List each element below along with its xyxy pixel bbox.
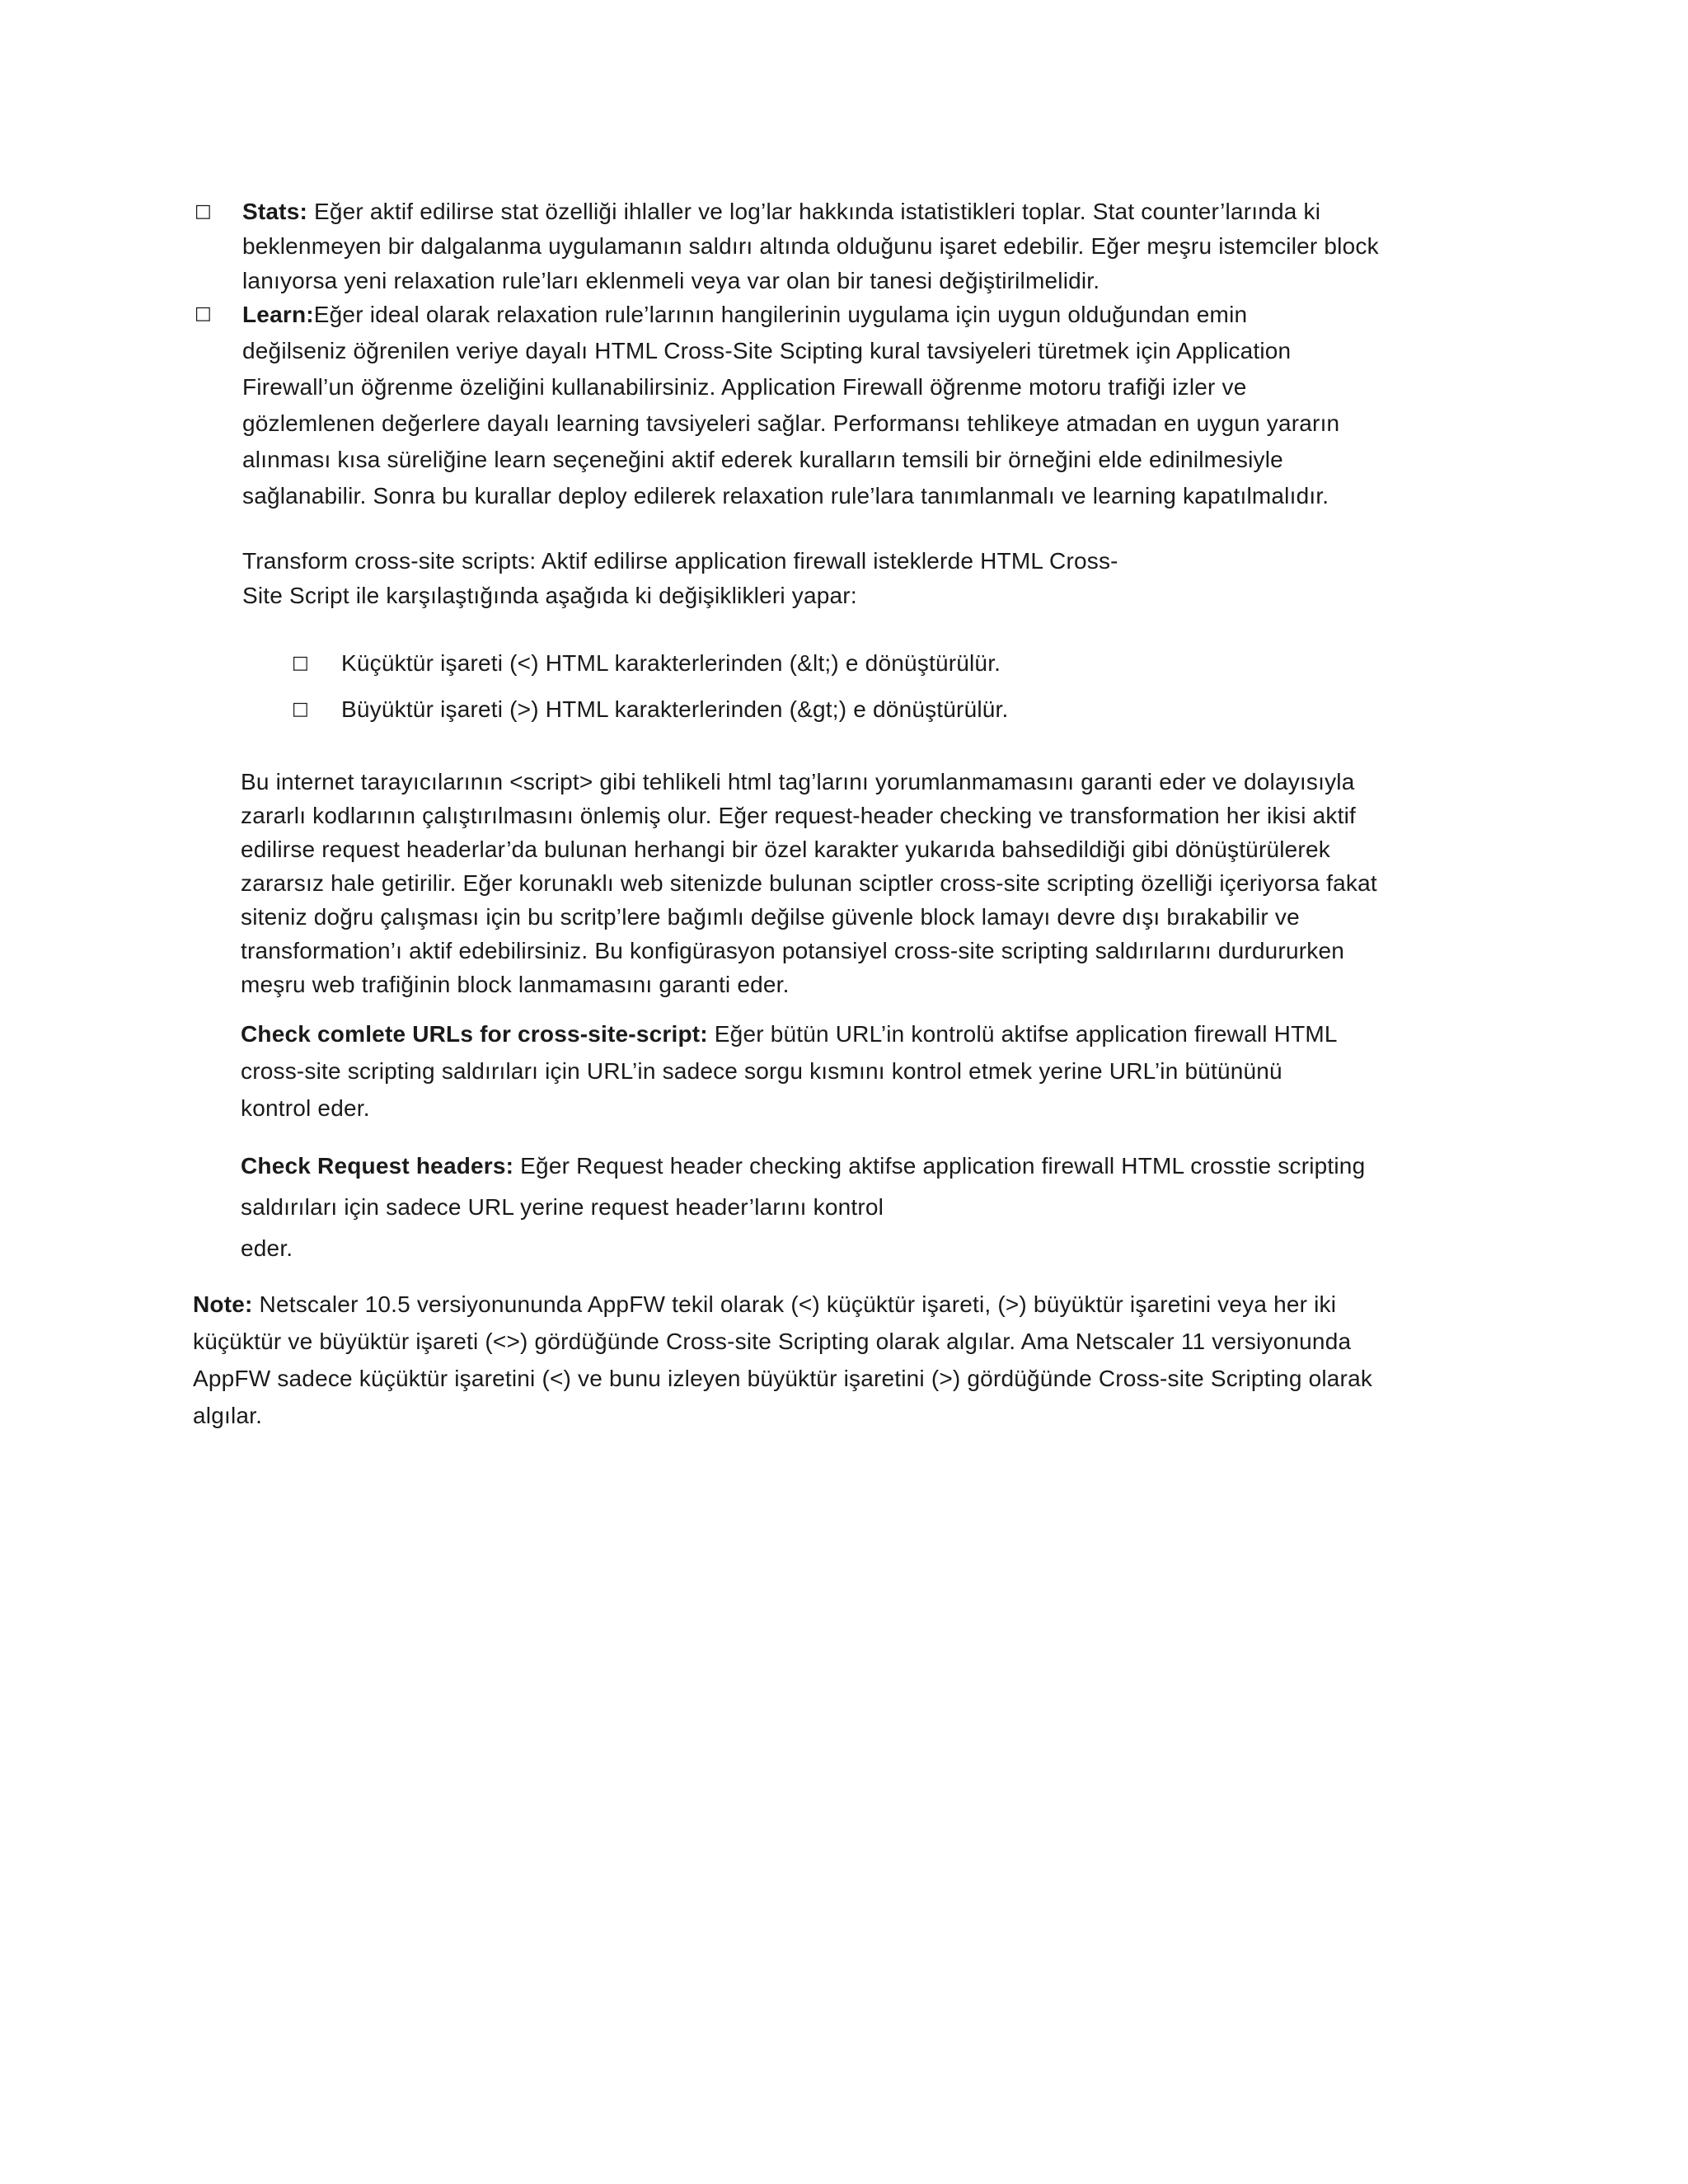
explanation-text-line: edilirse request headerlar’da bulunan herhangi bir özel karakter yukarıda bahsedildiği gibi dönüştürülerek (241, 837, 1330, 862)
learn-text-line: Eğer ideal olarak relaxation rule’larının hangilerinin uygulama için uygun olduğundan emin (313, 302, 1248, 327)
explanation-paragraph (241, 765, 1493, 1001)
bullet-icon: □ (292, 653, 309, 673)
check-headers-label: Check Request headers: (241, 1153, 514, 1179)
stats-text-line: lanıyorsa yeni relaxation rule’ları eklenmeli veya var olan bir tanesi değiştirilmelidir. (242, 268, 1100, 293)
note-text-line: Netscaler 10.5 versiyonununda AppFW tekil olarak (<) küçüktür işareti, (>) büyüktür işaretini veya her iki (252, 1291, 1337, 1317)
sub-bullet-item (341, 646, 1495, 681)
bullet-icon: □ (195, 303, 212, 324)
note-label: Note: (193, 1291, 253, 1317)
check-headers-text-line: saldırıları için sadece URL yerine request header’larını kontrol (241, 1194, 884, 1220)
sub-bullet-text: Büyüktür işareti (>) HTML karakterlerinden (&gt;) e dönüştürülür. (341, 696, 1009, 722)
bullet-icon: □ (195, 201, 212, 222)
check-headers-text-line: Eğer Request header checking aktifse application firewall HTML crosstie scripting (513, 1153, 1366, 1179)
learn-label: Learn: (242, 302, 314, 327)
explanation-text-line: meşru web trafiğinin block lanmamasını garanti eder. (241, 972, 790, 997)
check-urls-paragraph (241, 1015, 1493, 1127)
note-paragraph (193, 1286, 1495, 1434)
sub-bullet-text: Küçüktür işareti (<) HTML karakterlerinden (&lt;) e dönüştürülür. (341, 650, 1001, 676)
learn-text-line: sağlanabilir. Sonra bu kurallar deploy edilerek relaxation rule’lara tanımlanmalı ve learning kapatılmalıdır. (242, 483, 1329, 509)
learn-paragraph (242, 297, 1495, 514)
learn-text-line: değilseniz öğrenilen veriye dayalı HTML Cross-Site Scipting kural tavsiyeleri türetmek için Application (242, 338, 1292, 363)
note-text-line: algılar. (193, 1403, 263, 1428)
stats-text-line: beklenmeyen bir dalgalanma uygulamanın saldırı altında olduğunu işaret edebilir. Eğer meşru istemciler block (242, 233, 1379, 259)
bullet-icon: □ (292, 699, 309, 719)
note-text-line: küçüktür ve büyüktür işareti (<>) gördüğünde Cross-site Scripting olarak algılar. Ama Netscaler 11 versiyonunda (193, 1329, 1352, 1354)
stats-label: Stats: (242, 199, 307, 224)
note-text-line: AppFW sadece küçüktür işaretini (<) ve bunu izleyen büyüktür işaretini (>) gördüğünde Cross-site Scripting olarak (193, 1366, 1373, 1391)
learn-text-line: Firewall’un öğrenme özeliğini kullanabilirsiniz. Application Firewall öğrenme motoru trafiği izler ve (242, 374, 1247, 400)
explanation-text-line: zararsız hale getirilir. Eğer korunaklı web sitenizde bulunan sciptler cross-site scripting özelliği içeriyorsa fakat (241, 870, 1377, 896)
check-headers-text-line: eder. (241, 1235, 293, 1261)
transform-text-line: Site Script ile karşılaştığında aşağıda ki değişiklikleri yapar: (242, 583, 857, 608)
check-headers-paragraph (241, 1146, 1493, 1269)
explanation-text-line: siteniz doğru çalışması için bu scritp’lere bağımlı değilse güvenle block lamayı devre dışı bırakabilir ve (241, 904, 1300, 930)
learn-text-line: gözlemlenen değerlere dayalı learning tavsiyeleri sağlar. Performansı tehlikeye atmadan en uygun yararın (242, 410, 1340, 436)
check-urls-text-line: kontrol eder. (241, 1095, 370, 1121)
transform-paragraph (242, 544, 1495, 613)
explanation-text-line: transformation’ı aktif edebilirsiniz. Bu konfigürasyon potansiyel cross-site scripting saldırılarını durdururken (241, 938, 1344, 963)
explanation-text-line: zararlı kodlarının çalıştırılmasını önlemiş olur. Eğer request-header checking ve transformation her ikisi aktif (241, 803, 1356, 828)
check-urls-text-line: cross-site scripting saldırıları için URL’in sadece sorgu kısmını kontrol etmek yerine URL’in bütününü (241, 1058, 1282, 1084)
stats-paragraph (242, 194, 1495, 298)
check-urls-text-line: Eğer bütün URL’in kontrolü aktifse application firewall HTML (707, 1021, 1338, 1047)
sub-bullet-item (341, 692, 1495, 727)
stats-text-line: Eğer aktif edilirse stat özelliği ihlaller ve log’lar hakkında istatistikleri toplar. Stat counter’larında ki (307, 199, 1321, 224)
learn-text-line: alınması kısa süreliğine learn seçeneğini aktif ederek kuralların temsili bir örneğini elde edinilmesiyle (242, 447, 1283, 472)
check-urls-label: Check comlete URLs for cross-site-script: (241, 1021, 708, 1047)
transform-text-line: Transform cross-site scripts: Aktif edilirse application firewall isteklerde HTML Cross- (242, 548, 1118, 574)
explanation-text-line: Bu internet tarayıcılarının <script> gibi tehlikeli html tag’larını yorumlanmamasını garanti eder ve dolayısıyla (241, 769, 1355, 794)
